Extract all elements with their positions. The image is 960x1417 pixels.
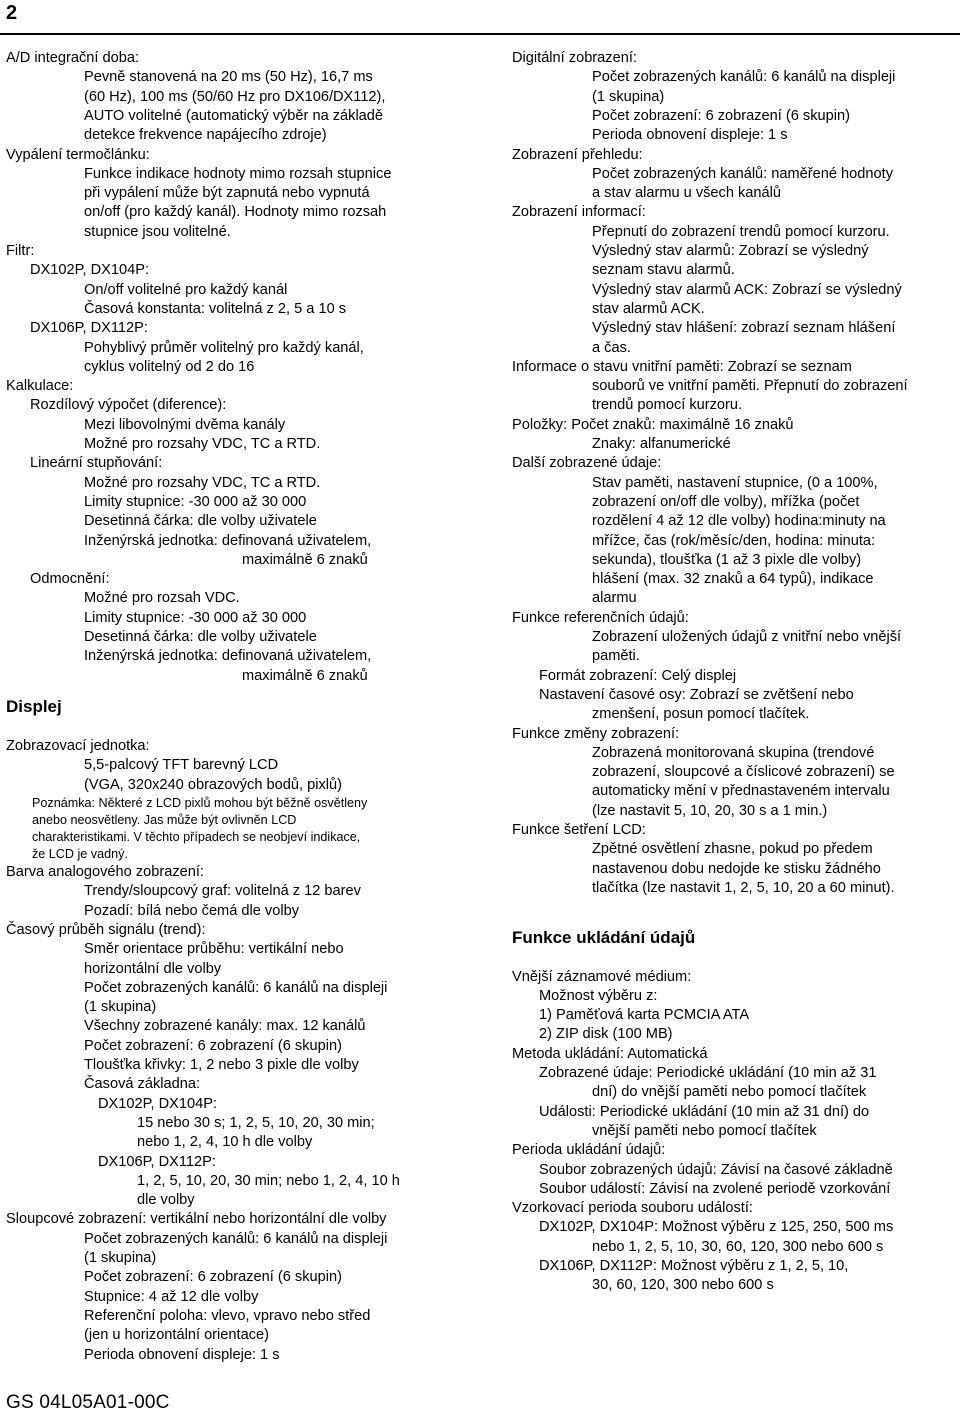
text-line: Vypálení termočlánku: (6, 146, 150, 163)
text-line: DX106P, DX112P: (98, 1153, 216, 1170)
text-line: nastavenou dobu nedojde ke stisku žádného (592, 860, 881, 877)
text-line: Mezi libovolnými dvěma kanály (84, 416, 286, 433)
text-line: Inženýrská jednotka: definovaná uživatelem, (84, 532, 372, 549)
text-line: Časový průběh signálu (trend): (6, 921, 206, 938)
text-line: 1) Paměťová karta PCMCIA ATA (539, 1007, 750, 1024)
text-line: Pohyblivý průměr volitelný pro každý kanál, (84, 339, 364, 356)
text-line: DX102P, DX104P: Možnost výběru z 125, 250, 500 ms (539, 1219, 894, 1236)
text-line: Počet zobrazených kanálů: 6 kanálů na displeji (84, 1230, 388, 1247)
text-line: Rozdílový výpočet (diference): (30, 397, 227, 414)
text-line: stav alarmů ACK. (592, 300, 705, 317)
text-line: Časová konstanta: volitelná z 2, 5 a 10 s (84, 300, 347, 317)
text-line: 15 nebo 30 s; 1, 2, 5, 10, 20, 30 min; (137, 1114, 375, 1131)
section-heading: Funkce ukládání údajů (512, 928, 696, 947)
text-line: DX106P, DX112P: Možnost výběru z 1, 2, 5, 10, (539, 1258, 849, 1274)
text-line: 5,5-palcový TFT barevný LCD (84, 757, 279, 774)
text-line: Pevně stanovená na 20 ms (50 Hz), 16,7 ms (84, 69, 373, 86)
text-line: Počet zobrazení: 6 zobrazení (6 skupin) (592, 107, 850, 124)
text-line: Informace o stavu vnitřní paměti: Zobrazí se seznam (512, 358, 852, 375)
text-line: paměti. (592, 648, 640, 665)
text-line: Výsledný stav alarmů: Zobrazí se výsledný (592, 243, 869, 259)
text-line: Zobrazovací jednotka: (6, 738, 150, 754)
text-line: Zobrazené údaje: Periodické ukládání (10 min až 31 (539, 1065, 877, 1081)
text-line: trendů pomocí kurzoru. (592, 397, 743, 414)
text-line: cyklus volitelný od 2 do 16 (84, 358, 255, 375)
text-line: Počet zobrazených kanálů: 6 kanálů na displeji (592, 69, 896, 86)
text-line: Výsledný stav alarmů ACK: Zobrazí se výsledný (592, 281, 902, 298)
text-line: Počet zobrazených kanálů: naměřené hodnoty (592, 165, 893, 182)
text-line: zobrazení, sloupcové a číslicové zobrazení) se (592, 764, 895, 781)
text-line: Počet zobrazení: 6 zobrazení (6 skupin) (84, 1269, 342, 1286)
text-line: (1 skupina) (84, 1250, 157, 1266)
text-line: Stupnice: 4 až 12 dle volby (84, 1288, 259, 1305)
text-line: Časová základna: (84, 1076, 201, 1093)
text-line: (1 skupina) (84, 999, 157, 1016)
text-line: Inženýrská jednotka: definovaná uživatelem, (84, 648, 372, 665)
text-line: Funkce indikace hodnoty mimo rozsah stupnice (84, 165, 392, 182)
text-line: Poznámka: Některé z LCD pixlů mohou být běžně osvětleny (32, 796, 368, 810)
text-line: Události: Periodické ukládání (10 min až 31 dní) do (539, 1103, 870, 1120)
text-line: (1 skupina) (592, 88, 665, 105)
text-line: Zobrazení uložených údajů z vnitřní nebo vnější (592, 629, 902, 645)
text-line: Možné pro rozsahy VDC, TC a RTD. (84, 436, 321, 452)
text-line: Metoda ukládání: Automatická (512, 1045, 708, 1062)
text-line: Možnost výběru z: (539, 987, 658, 1004)
text-line: Směr orientace průběhu: vertikální nebo (84, 941, 344, 958)
text-line: hlášení (max. 32 znaků a 64 typů), indikace (592, 571, 874, 588)
text-line: Položky: Počet znaků: maximálně 16 znaků (512, 416, 794, 433)
text-line: seznam stavu alarmů. (592, 262, 735, 279)
text-line: Zpětné osvětlení zhasne, pokud po předem (592, 841, 873, 858)
text-line: (lze nastavit 5, 10, 20, 30 s a 1 min.) (592, 802, 828, 819)
text-line: charakteristikami. V těchto případech se neobjeví indikace, (32, 830, 361, 844)
text-line: Přepnutí do zobrazení trendů pomocí kurzoru. (592, 223, 890, 240)
text-line: Funkce šetření LCD: (512, 822, 646, 838)
text-line: dle volby (137, 1192, 195, 1209)
section-heading: Displej (6, 697, 62, 716)
text-line: on/off (pro každý kanál). Hodnoty mimo rozsah (84, 204, 387, 221)
page-number: 2 (6, 2, 18, 24)
text-line: 30, 60, 120, 300 nebo 600 s (592, 1277, 774, 1294)
text-line: Pozadí: bílá nebo čemá dle volby (84, 902, 299, 919)
text-line: alarmu (592, 590, 637, 607)
text-line: Perioda obnovení displeje: 1 s (84, 1346, 280, 1363)
text-line: vnější paměti nebo pomocí tlačítek (592, 1122, 817, 1139)
text-line: Tloušťka křivky: 1, 2 nebo 3 pixle dle volby (84, 1057, 359, 1073)
text-line: nebo 1, 2, 4, 10 h dle volby (137, 1134, 313, 1151)
text-line: Zobrazení přehledu: (512, 146, 643, 163)
text-line: sekunda), tloušťka (1 až 3 pixle dle volby) (592, 551, 862, 568)
text-line: Formát zobrazení: Celý displej (539, 667, 737, 684)
text-line: Trendy/sloupcový graf: volitelná z 12 barev (84, 883, 361, 900)
text-line: Perioda ukládání údajů: (512, 1142, 666, 1159)
text-line: Všechny zobrazené kanály: max. 12 kanálů (84, 1018, 366, 1035)
text-line: Desetinná čárka: dle volby uživatele (84, 629, 317, 645)
text-line: 1, 2, 5, 10, 20, 30 min; nebo 1, 2, 4, 10 h (137, 1172, 400, 1189)
text-line: Filtr: (6, 243, 35, 259)
text-line: zobrazení on/off dle volby), mřížka (počet (592, 493, 860, 510)
text-line: mřížce, čas (rok/měsíc/den, hodina: minuta: (592, 532, 876, 549)
text-line: DX102P, DX104P: (30, 262, 149, 279)
text-line: zmenšení, posun pomocí tlačítek. (592, 706, 810, 723)
text-line: Vnější záznamové médium: (512, 968, 692, 985)
text-line: Počet zobrazených kanálů: 6 kanálů na displeji (84, 979, 388, 996)
text-line: (60 Hz), 100 ms (50/60 Hz pro DX106/DX112), (84, 88, 386, 105)
text-line: a stav alarmu u všech kanálů (592, 185, 782, 202)
text-line: Barva analogového zobrazení: (6, 864, 204, 880)
text-line: Počet zobrazení: 6 zobrazení (6 skupin) (84, 1037, 342, 1054)
document-id: GS 04L05A01-00C (6, 1392, 170, 1413)
text-line: Funkce změny zobrazení: (512, 725, 680, 742)
text-line: Zobrazení informací: (512, 204, 646, 221)
text-line: DX102P, DX104P: (98, 1095, 217, 1112)
text-line: Odmocnění: (30, 571, 110, 588)
text-line: dní) do vnější paměti nebo pomocí tlačítek (592, 1084, 867, 1101)
text-line: stupnice jsou volitelné. (84, 223, 231, 240)
text-line: anebo neosvětleny. Jas může být ovlivněn LCD (32, 813, 297, 827)
text-line: Soubor zobrazených údajů: Závisí na časové základně (539, 1161, 893, 1178)
text-line: Lineární stupňování: (30, 455, 163, 472)
text-line: Sloupcové zobrazení: vertikální nebo horizontální dle volby (6, 1211, 387, 1228)
text-line: 2) ZIP disk (100 MB) (539, 1026, 673, 1043)
text-line: Možné pro rozsah VDC. (84, 590, 240, 607)
text-line: Limity stupnice: -30 000 až 30 000 (84, 609, 307, 626)
text-line: Desetinná čárka: dle volby uživatele (84, 513, 317, 530)
text-line: a čas. (592, 339, 631, 356)
text-line: On/off volitelné pro každý kanál (84, 281, 288, 298)
header-rule (0, 33, 960, 35)
text-line: horizontální dle volby (84, 960, 222, 977)
text-line: Možné pro rozsahy VDC, TC a RTD. (84, 474, 321, 491)
text-line: Limity stupnice: -30 000 až 30 000 (84, 493, 307, 510)
text-line: nebo 1, 2, 5, 10, 30, 60, 120, 300 nebo 600 s (592, 1238, 884, 1255)
text-line: že LCD je vadný. (32, 847, 128, 861)
text-line: AUTO volitelné (automatický výběr na základě (84, 107, 384, 124)
text-line: Soubor událostí: Závisí na zvolené periodě vzorkování (539, 1180, 891, 1197)
text-line: maximálně 6 znaků (242, 667, 368, 684)
text-line: maximálně 6 znaků (242, 551, 368, 568)
text-line: tlačítka (lze nastavit 1, 2, 5, 10, 20 a 60 minut). (592, 879, 895, 896)
text-line: Stav paměti, nastavení stupnice, (0 a 100%, (592, 474, 878, 491)
text-line: rozdělení 4 až 12 dle volby) hodina:minuty na (592, 513, 886, 530)
text-line: Funkce referenčních údajů: (512, 609, 689, 626)
text-line: Výsledný stav hlášení: zobrazí seznam hlášení (592, 320, 896, 337)
text-line: Vzorkovací perioda souboru událostí: (512, 1200, 753, 1217)
text-line: Zobrazená monitorovaná skupina (trendové (592, 744, 875, 761)
text-line: Referenční poloha: vlevo, vpravo nebo střed (84, 1307, 371, 1324)
text-line: Další zobrazené údaje: (512, 455, 662, 472)
text-line: Znaky: alfanumerické (592, 436, 731, 452)
text-line: DX106P, DX112P: (30, 320, 148, 337)
text-line: souborů ve vnitřní paměti. Přepnutí do zobrazení (592, 378, 908, 395)
text-line: (VGA, 320x240 obrazových bodů, pixlů) (84, 776, 342, 793)
text-line: Perioda obnovení displeje: 1 s (592, 127, 788, 144)
text-line: automaticky mění v přednastaveném intervalu (592, 783, 890, 800)
text-line: detekce frekvence napájecího zdroje) (84, 127, 327, 144)
text-line: A/D integrační doba: (6, 50, 140, 66)
text-line: (jen u horizontální orientace) (84, 1327, 269, 1344)
text-line: při vypálení může být zapnutá nebo vypnutá (84, 185, 370, 202)
text-line: Nastavení časové osy: Zobrazí se zvětšení nebo (539, 686, 854, 703)
text-line: Kalkulace: (6, 378, 74, 395)
text-line: Digitální zobrazení: (512, 50, 637, 66)
